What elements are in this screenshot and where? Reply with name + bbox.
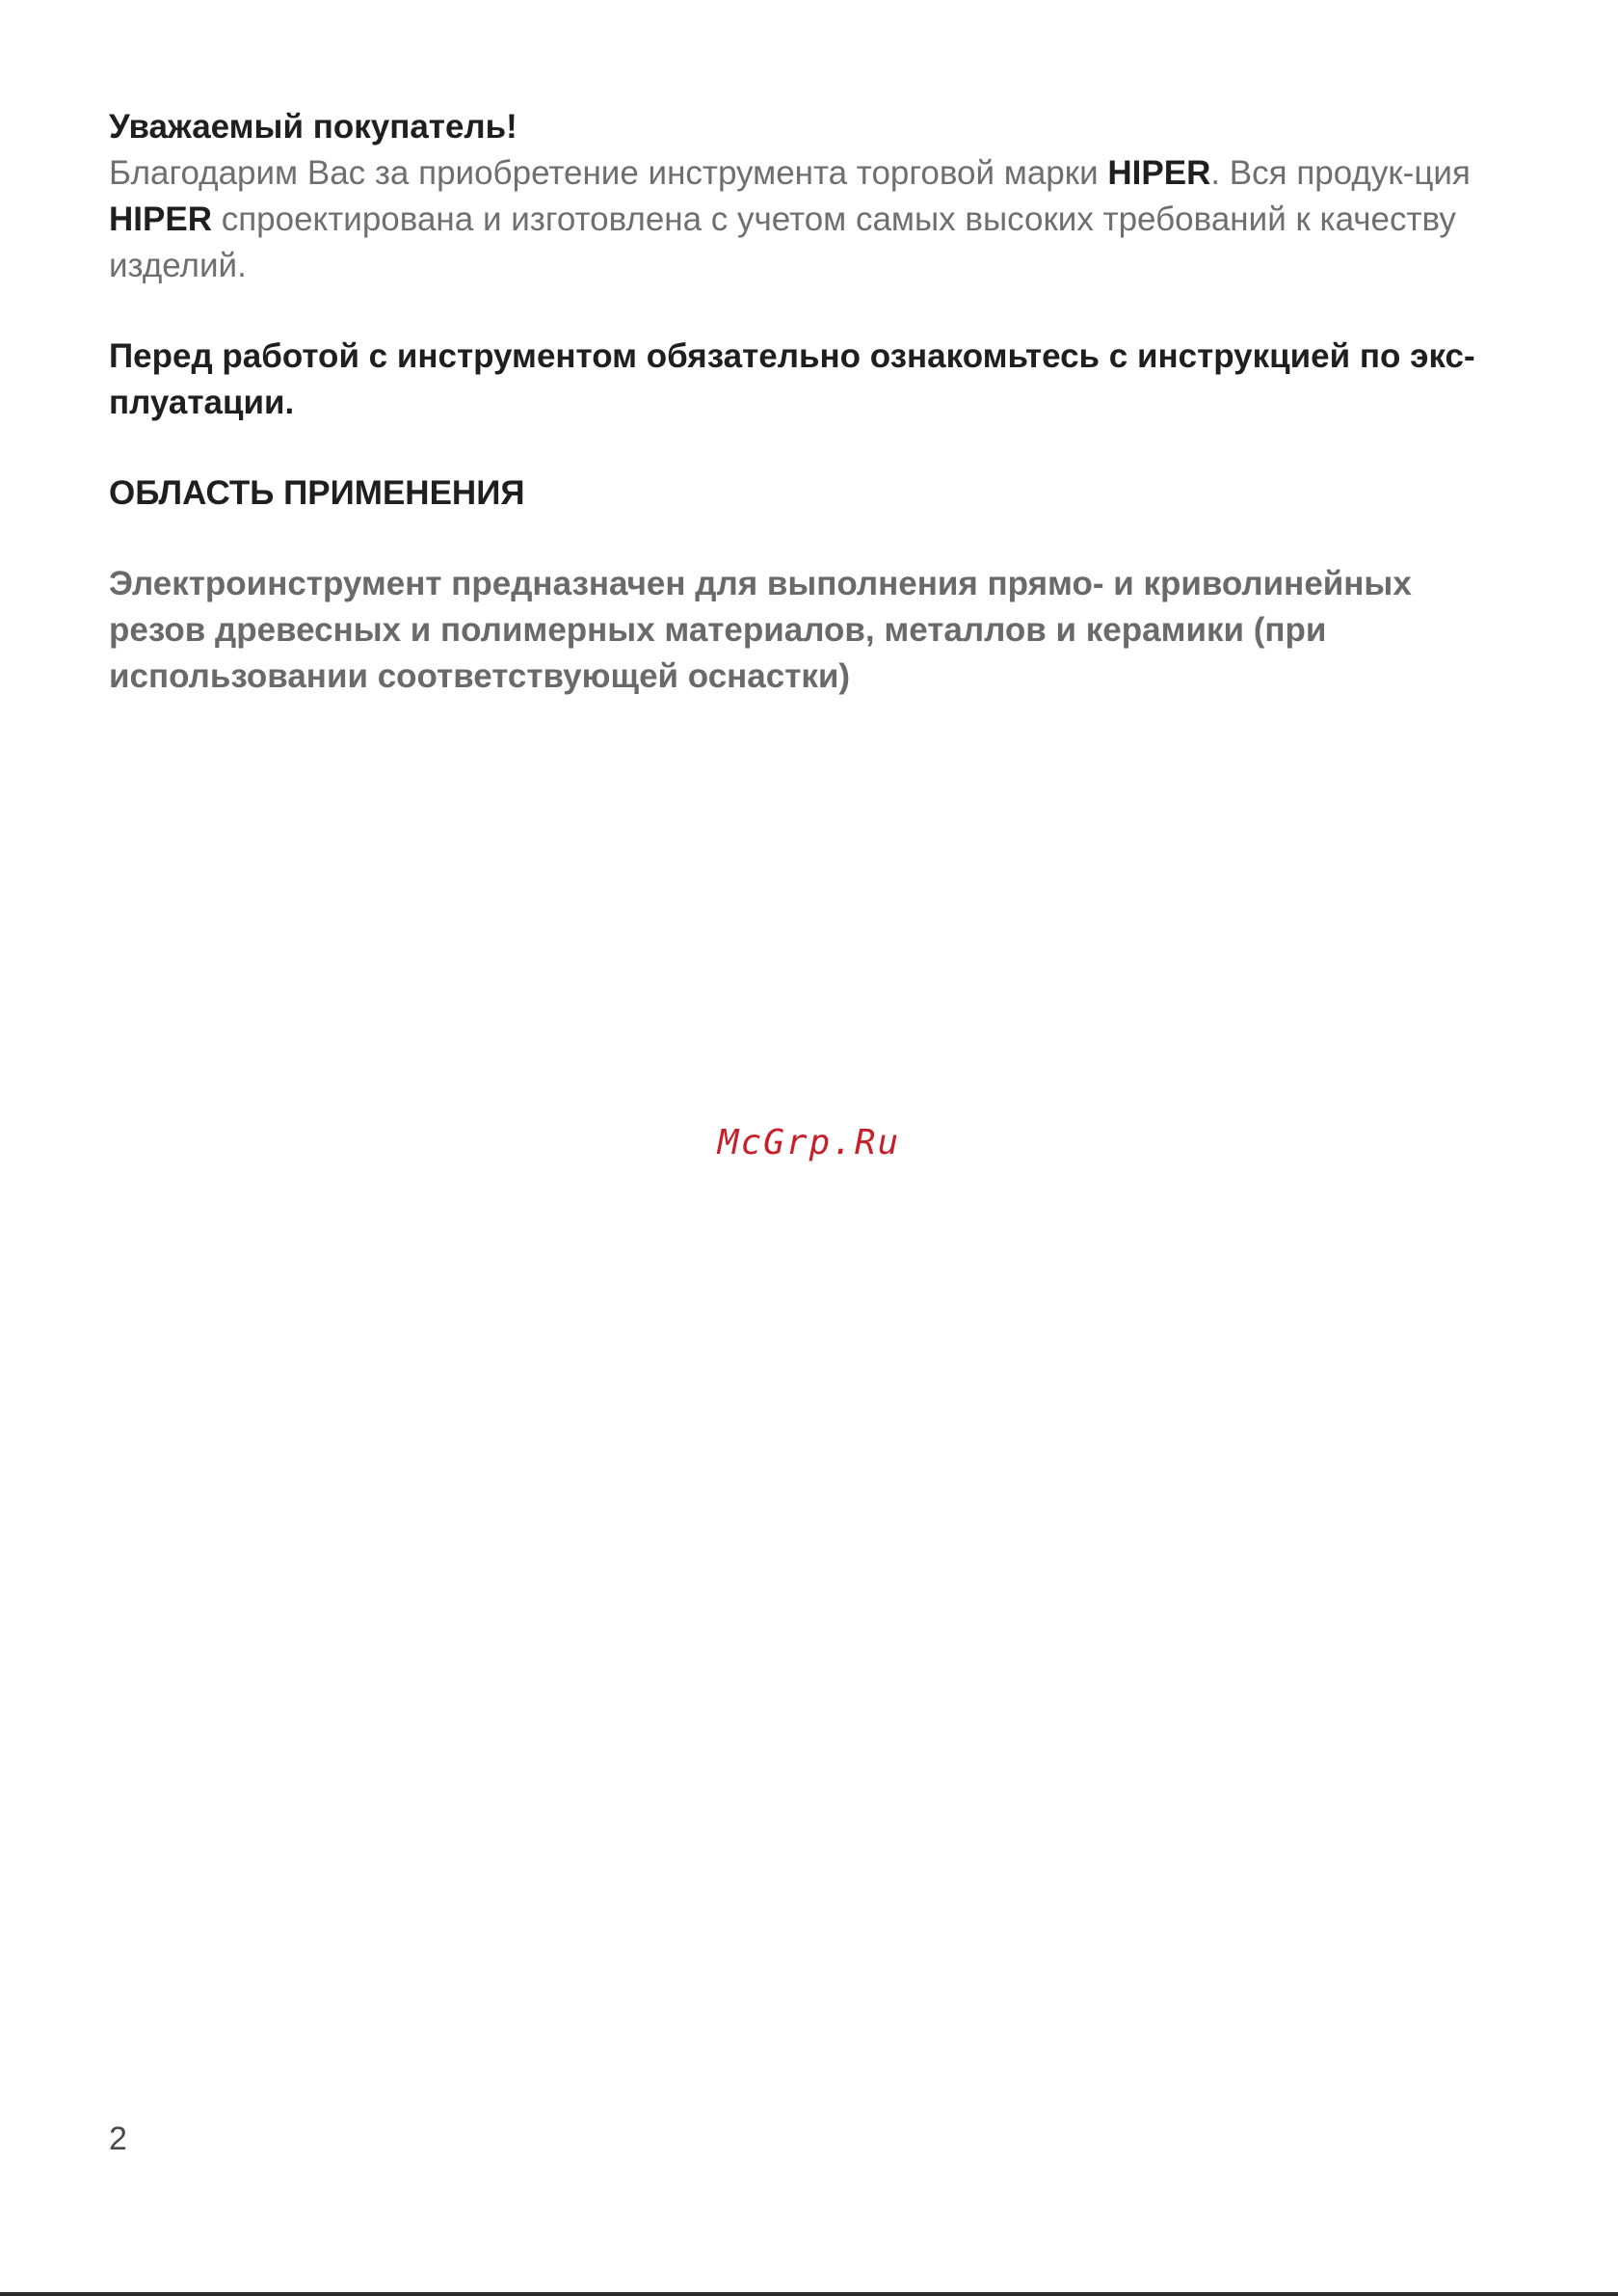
intro-text-3: спроектирована и изготовлена с учетом самых высоких требований к качеству изделий. [109,200,1456,284]
bottom-divider [0,2292,1618,2296]
instruction-warning: Перед работой с инструментом обязательно ознакомьтесь с инструкцией по экс-плуатации. [109,337,1475,421]
page-number: 2 [109,2121,127,2157]
section-body: Электроинструмент предназначен для выполнения прямо- и криволинейных резов древесных и полимерных материалов, металлов и керамики (при использовании соответствующей оснастки) [109,565,1412,695]
intro-text-1: Благодарим Вас за приобретение инструмента торговой марки [109,154,1108,192]
section-title: ОБЛАСТЬ ПРИМЕНЕНИЯ [109,474,525,512]
intro-text-2: . Вся продук-ция [1210,154,1471,192]
page-content [109,104,1506,700]
greeting-heading: Уважаемый покупатель! [109,108,517,146]
brand-name: HIPER [109,200,212,238]
watermark-text: McGrp.Ru [717,1123,901,1162]
brand-name: HIPER [1107,154,1211,192]
intro-paragraph [109,150,1506,289]
